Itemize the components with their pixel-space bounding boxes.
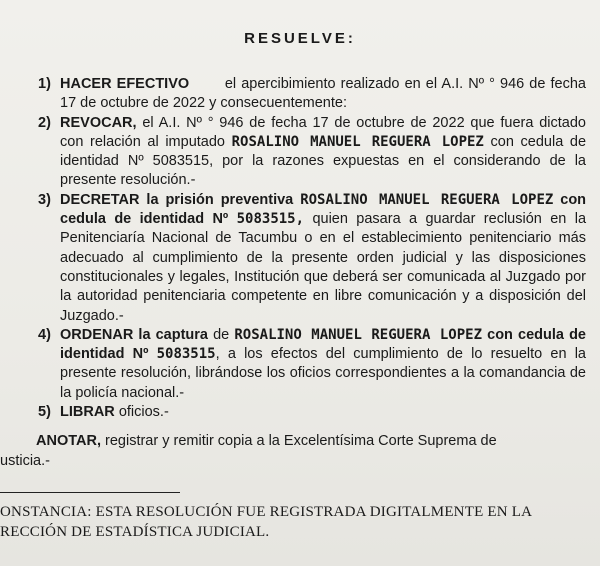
item-body: oficios.- <box>118 404 169 421</box>
anotar-paragraph <box>0 432 580 471</box>
anotar-body-continued: usticia.- <box>0 452 50 469</box>
resolution-items <box>38 75 586 422</box>
defendant-name: ROSALINO MANUEL REGUERA LOPEZ <box>231 133 484 150</box>
defendant-name: ROSALINO MANUEL REGUERA LOPEZ <box>234 326 483 343</box>
anotar-body: registrar y remitir copia a la Excelentísima Corte Suprema de <box>105 433 497 449</box>
defendant-name: ROSALINO MANUEL REGUERA LOPEZ <box>300 191 554 208</box>
item-bold-text: la prisión preventiva <box>146 191 294 208</box>
item-body: , a los efectos del cumplimiento de lo resuelto en la presente resolución, librándose los oficios correspondientes a la comandancia de la policía nacional.- <box>60 346 586 401</box>
item-number: 5) <box>38 404 51 421</box>
id-number: 5083515 <box>156 346 216 363</box>
item-title: DECRETAR <box>60 191 140 208</box>
item-body: de <box>213 326 230 343</box>
resuelve-heading: RESUELVE: <box>244 30 356 47</box>
item-number: 3) <box>38 191 51 208</box>
constancia-note <box>0 502 590 542</box>
item-title: REVOCAR, <box>60 114 137 131</box>
resolution-item-4 <box>38 326 586 403</box>
item-body: con cedula de identidad Nº 5083515, por la razones expuestas en el considerando de la presente resolución.- <box>60 133 587 189</box>
item-title: ORDENAR <box>60 326 134 343</box>
divider-line <box>0 492 180 493</box>
item-bold-text: con cedula de identidad Nº <box>60 191 587 228</box>
item-number: 4) <box>38 326 51 343</box>
item-bold-text: con cedula de identidad Nº <box>60 326 586 363</box>
item-number: 2) <box>38 114 51 131</box>
item-body: el A.I. Nº ° 946 de fecha 17 de octubre de 2022 que fuera dictado con relación al imputado <box>60 114 586 150</box>
item-title: LIBRAR <box>60 404 115 421</box>
id-number: 5083515, <box>236 211 305 228</box>
resolution-item-2 <box>38 114 586 191</box>
anotar-title: ANOTAR, <box>36 433 101 449</box>
resolution-item-1 <box>38 75 586 114</box>
resolution-item-5 <box>38 403 586 422</box>
resolution-item-3 <box>38 191 586 326</box>
item-body: el apercibimiento realizado en el A.I. Nº ° 946 de fecha 17 de octubre de 2022 y consecuentemente: <box>60 76 586 112</box>
item-number: 1) <box>38 76 51 92</box>
item-title: HACER EFECTIVO <box>60 76 190 92</box>
constancia-line-1: ONSTANCIA: ESTA RESOLUCIÓN FUE REGISTRADA DIGITALMENTE EN LA <box>0 504 533 520</box>
item-bold-text: la captura <box>138 326 208 343</box>
item-body: quien pasara a guardar reclusión en la Penitenciaría Nacional de Tacumbu o en el establecimiento penitenciario más adecuado al cumplimiento de la presente orden judicial y las disposiciones constitucionales y legales, Institución que deberá ser comunicada al Juzgado por la autoridad penitenciaria competente en libre comunicación y a disposición del Juzgado.- <box>60 211 587 324</box>
constancia-line-2: RECCIÓN DE ESTADÍSTICA JUDICIAL. <box>0 524 270 540</box>
